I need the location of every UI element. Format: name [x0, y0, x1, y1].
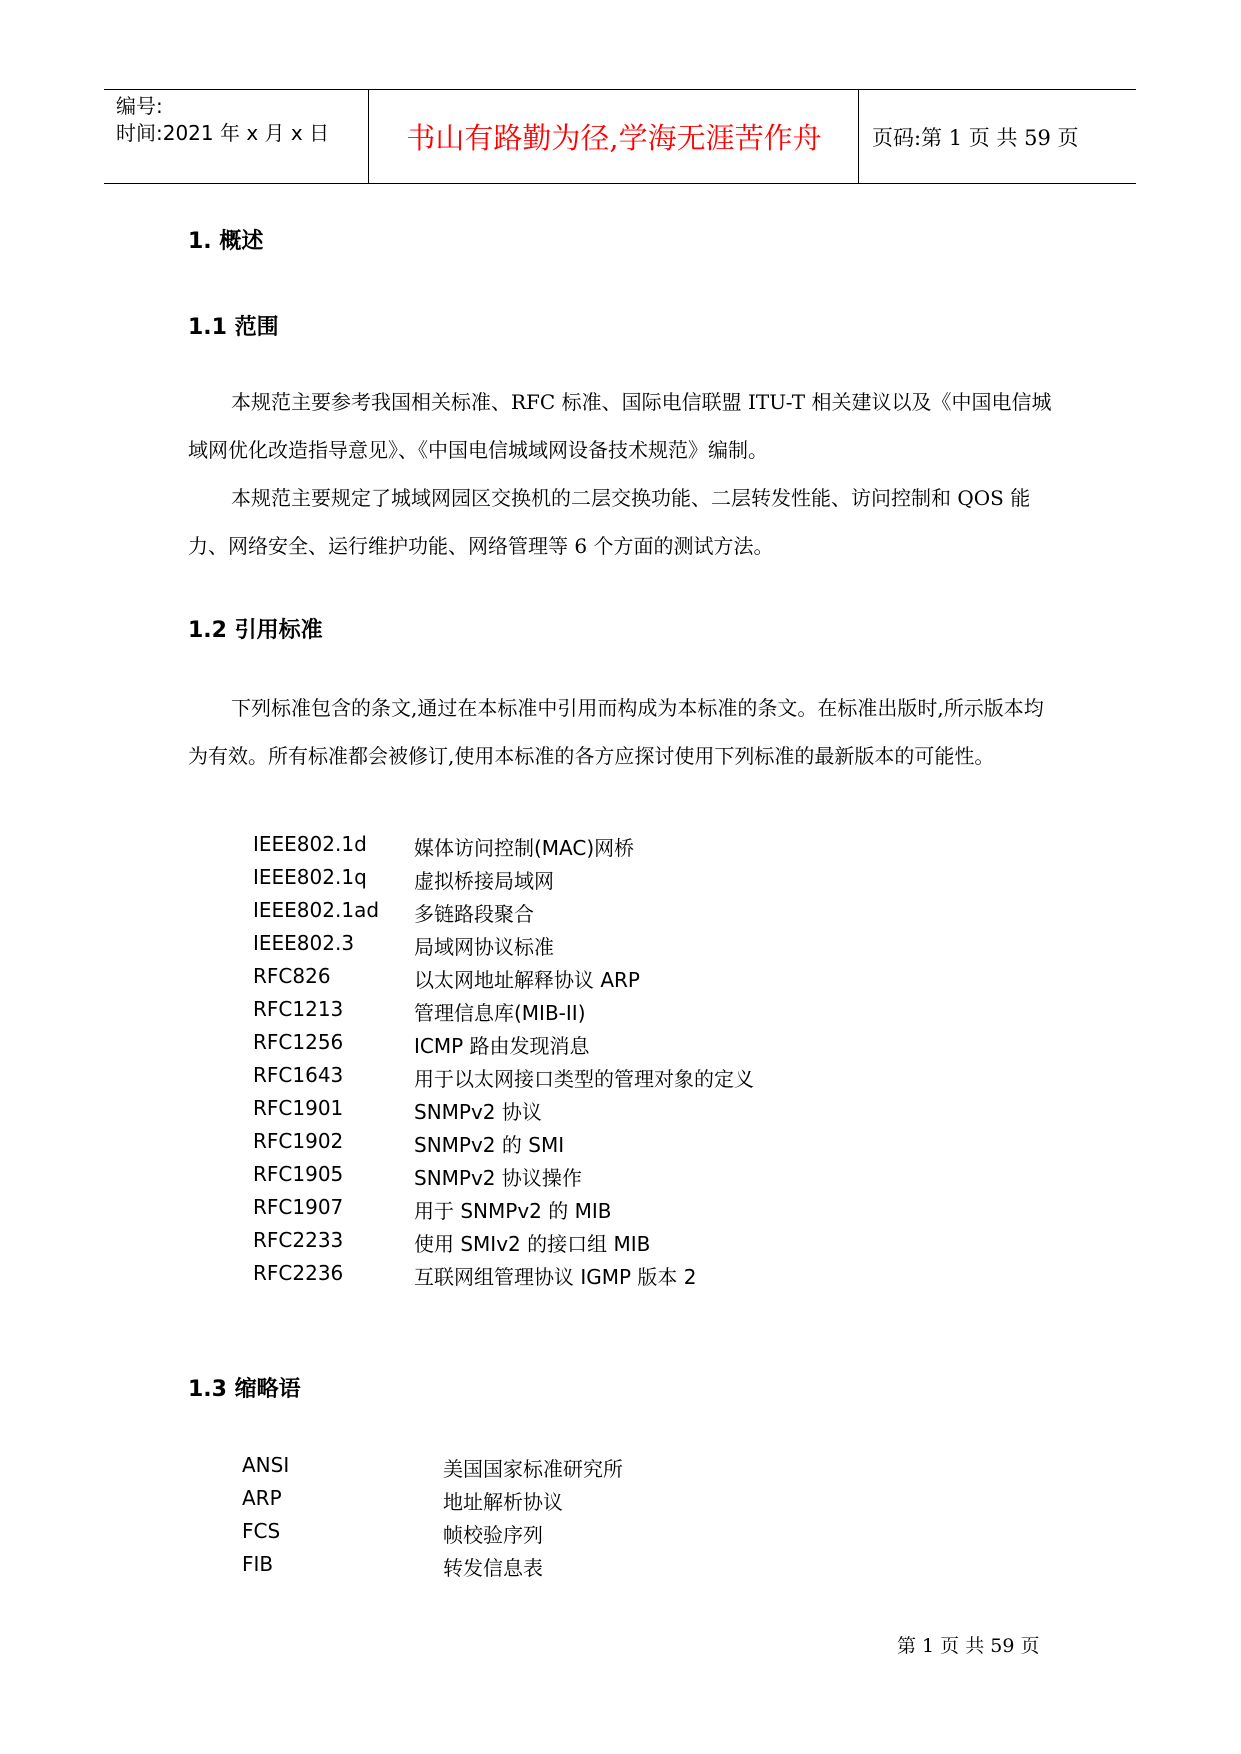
abbreviation-item	[242, 1486, 942, 1519]
reference-code: IEEE802.1d	[253, 832, 367, 856]
abbreviation-item	[242, 1453, 942, 1486]
abbreviation-item	[242, 1552, 942, 1585]
header-motto: 书山有路勤为径,学海无涯苦作舟	[370, 90, 859, 183]
reference-description: 互联网组管理协议 IGMP 版本 2	[414, 1265, 697, 1289]
page-footer-number: 第 1 页 共 59 页	[897, 1635, 1040, 1657]
header-meta-cell	[104, 90, 369, 183]
reference-description: 使用 SMIv2 的接口组 MIB	[414, 1232, 651, 1256]
reference-item	[253, 898, 953, 931]
abbreviation-description: 转发信息表	[443, 1556, 543, 1580]
reference-code: RFC2233	[253, 1228, 344, 1252]
reference-item	[253, 1261, 953, 1294]
section-heading-references: 1.2 引用标准	[188, 618, 323, 643]
scope-paragraph-2: 本规范主要规定了城域网园区交换机的二层交换功能、二层转发性能、访问控制和 QOS 能力、网络安全、运行维护功能、网络管理等 6 个方面的测试方法。	[188, 486, 1031, 558]
abbreviation-item	[242, 1519, 942, 1552]
reference-item	[253, 1063, 953, 1096]
reference-description: SNMPv2 协议	[414, 1100, 542, 1124]
reference-item	[253, 865, 953, 898]
reference-item	[253, 1129, 953, 1162]
document-number-label: 编号:	[116, 94, 163, 118]
reference-item	[253, 1162, 953, 1195]
reference-description: 用于以太网接口类型的管理对象的定义	[414, 1067, 754, 1091]
reference-item	[253, 832, 953, 865]
reference-description: 局域网协议标准	[414, 935, 554, 959]
reference-description: 媒体访问控制(MAC)网桥	[414, 836, 635, 860]
reference-item	[253, 931, 953, 964]
reference-item	[253, 964, 953, 997]
reference-item	[253, 1096, 953, 1129]
reference-description: 管理信息库(MIB-II)	[414, 1001, 586, 1025]
reference-code: RFC1256	[253, 1030, 344, 1054]
reference-item	[253, 1228, 953, 1261]
reference-code: IEEE802.1q	[253, 865, 367, 889]
reference-item	[253, 1195, 953, 1228]
abbreviation-description: 帧校验序列	[443, 1523, 543, 1547]
scope-paragraph-1: 本规范主要参考我国相关标准、RFC 标准、国际电信联盟 ITU-T 相关建议以及《中国电信城域网优化改造指导意见》、《中国电信城域网设备技术规范》编制。	[188, 390, 1052, 462]
document-time-label: 时间:2021 年 x 月 x 日	[116, 121, 330, 145]
reference-description: 虚拟桥接局域网	[414, 869, 554, 893]
abbreviation-code: ANSI	[242, 1453, 290, 1477]
reference-code: RFC1643	[253, 1063, 344, 1087]
abbreviation-description: 美国国家标准研究所	[443, 1457, 623, 1481]
reference-code: IEEE802.1ad	[253, 898, 380, 922]
reference-code: RFC1901	[253, 1096, 344, 1120]
reference-code: RFC1905	[253, 1162, 344, 1186]
section-heading-scope: 1.1 范围	[188, 315, 279, 340]
section-heading-overview: 1. 概述	[188, 229, 264, 254]
header-page-code: 页码:第 1 页 共 59 页	[872, 125, 1079, 150]
reference-item	[253, 997, 953, 1030]
abbreviation-description: 地址解析协议	[443, 1490, 563, 1514]
section-heading-abbreviations: 1.3 缩略语	[188, 1377, 301, 1402]
reference-description: 多链路段聚合	[414, 902, 534, 926]
reference-code: RFC826	[253, 964, 331, 988]
header-page-code-cell	[860, 90, 1136, 183]
references-intro-paragraph: 下列标准包含的条文,通过在本标准中引用而构成为本标准的条文。在标准出版时,所示版本均为有效。所有标准都会被修订,使用本标准的各方应探讨使用下列标准的最新版本的可能性。	[188, 696, 1044, 768]
page-header-table	[104, 89, 1136, 184]
reference-item	[253, 1030, 953, 1063]
reference-code: RFC1213	[253, 997, 344, 1021]
reference-code: RFC1902	[253, 1129, 344, 1153]
reference-description: 以太网地址解释协议 ARP	[414, 968, 640, 992]
reference-code: IEEE802.3	[253, 931, 355, 955]
reference-description: SNMPv2 的 SMI	[414, 1133, 565, 1157]
abbreviation-code: FCS	[242, 1519, 281, 1543]
reference-code: RFC1907	[253, 1195, 344, 1219]
reference-description: ICMP 路由发现消息	[414, 1034, 590, 1058]
reference-code: RFC2236	[253, 1261, 344, 1285]
reference-description: SNMPv2 协议操作	[414, 1166, 582, 1190]
reference-description: 用于 SNMPv2 的 MIB	[414, 1199, 612, 1223]
abbreviation-code: FIB	[242, 1552, 274, 1576]
abbreviation-code: ARP	[242, 1486, 282, 1510]
